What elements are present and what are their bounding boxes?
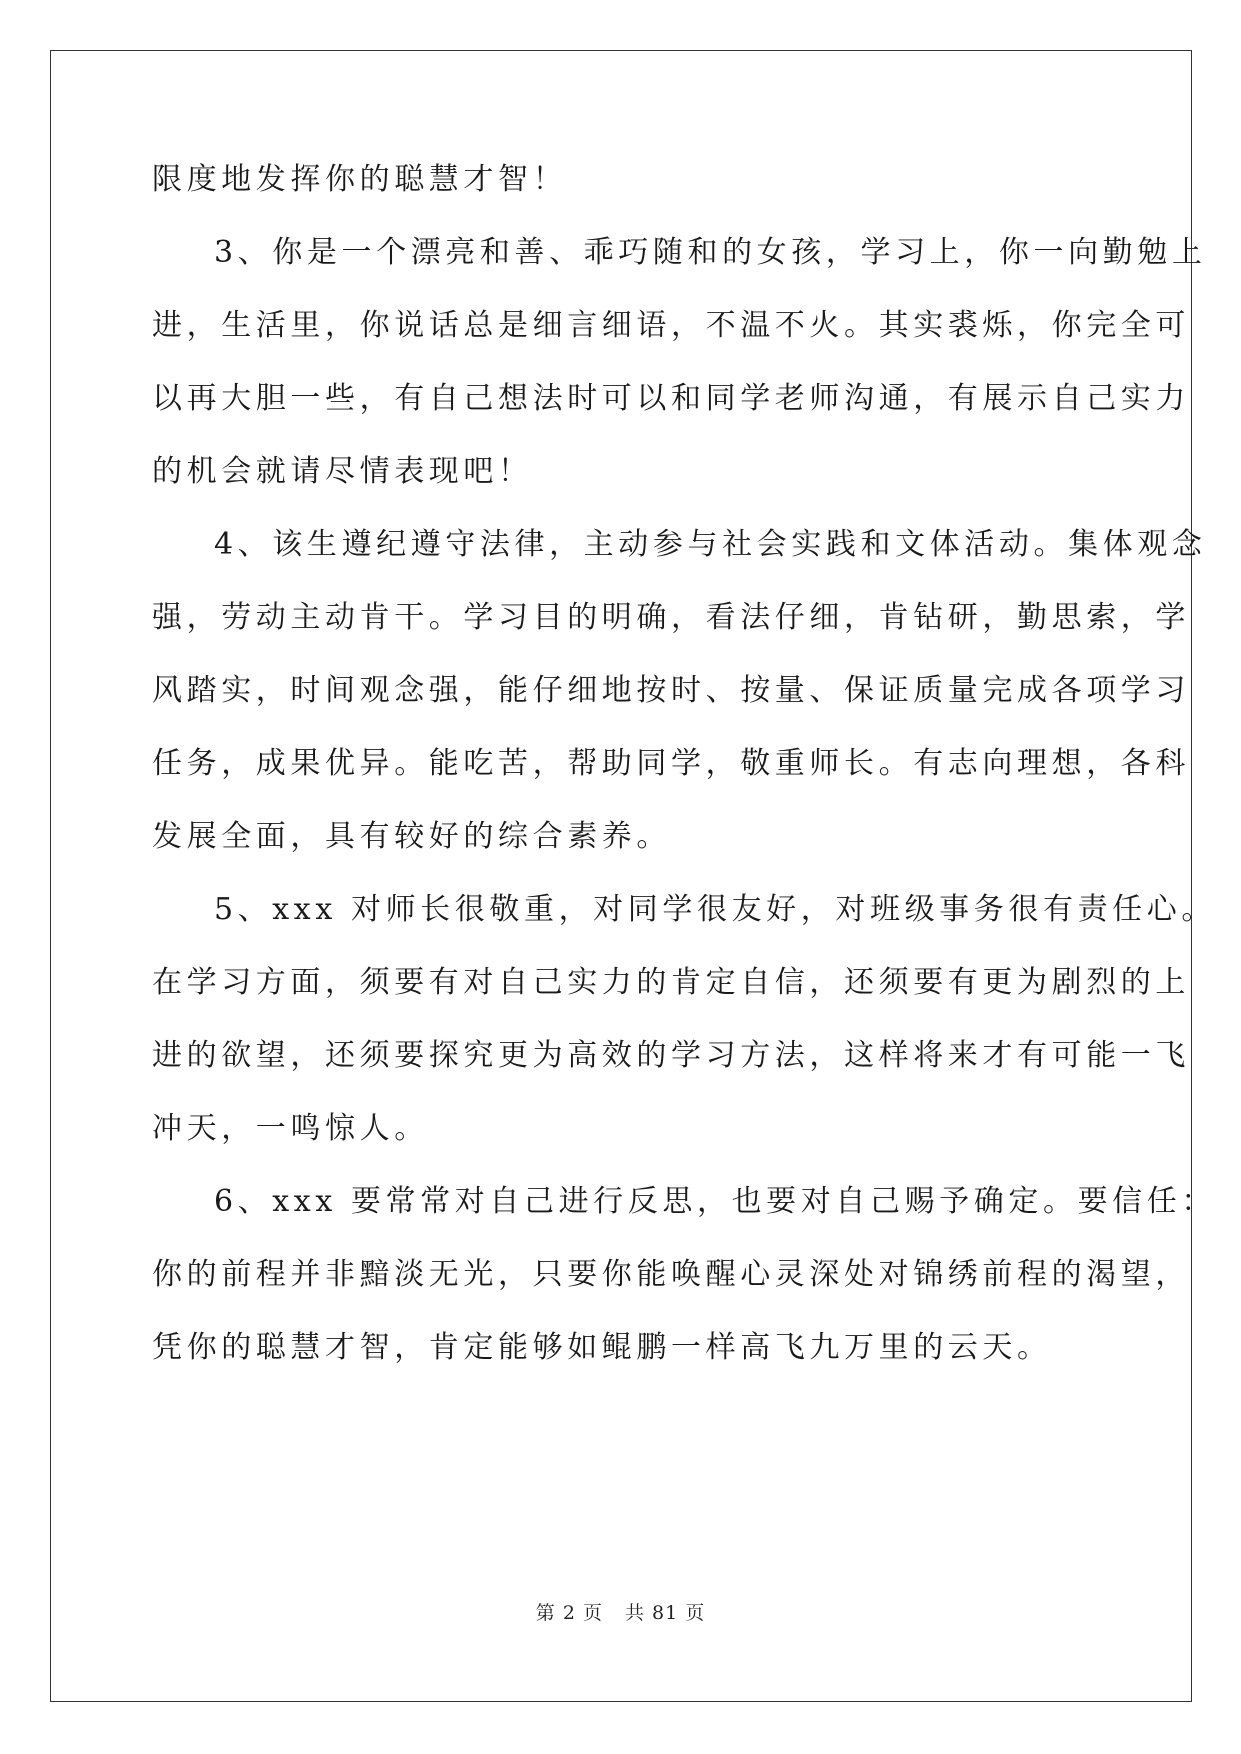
text-line: 你的前程并非黯淡无光，只要你能唤醒心灵深处对锦绣前程的渴望， — [152, 1257, 1190, 1292]
text-line: 进的欲望，还须要探究更为高效的学习方法，这样将来才有可能一飞 — [152, 1038, 1190, 1073]
text-line: 以再大胆一些，有自己想法时可以和同学老师沟通，有展示自己实力 — [152, 381, 1190, 416]
text-line: 的机会就请尽情表现吧！ — [152, 454, 533, 489]
page-number: 第 2 页 — [535, 1602, 603, 1624]
text-line: 强，劳动主动肯干。学习目的明确，看法仔细，肯钻研，勤思索，学 — [152, 600, 1190, 635]
text-line: 风踏实，时间观念强，能仔细地按时、按量、保证质量完成各项学习 — [152, 673, 1190, 708]
text-line: 发展全面，具有较好的综合素养。 — [152, 819, 671, 854]
text-line: 3、你是一个漂亮和善、乖巧随和的女孩，学习上，你一向勤勉上 — [214, 235, 1207, 270]
text-line: 任务，成果优异。能吃苦，帮助同学，敬重师长。有志向理想，各科 — [152, 746, 1190, 781]
page-footer — [0, 1598, 1241, 1625]
text-line: 5、xxx 对师长很敬重，对同学很友好，对班级事务很有责任心。 — [214, 892, 1216, 927]
text-line: 在学习方面，须要有对自己实力的肯定自信，还须要有更为剧烈的上 — [152, 965, 1190, 1000]
page-total: 共 81 页 — [624, 1602, 706, 1624]
text-line: 冲天，一鸣惊人。 — [152, 1111, 429, 1146]
text-line: 6、xxx 要常常对自己进行反思，也要对自己赐予确定。要信任： — [214, 1184, 1216, 1219]
text-line: 凭你的聪慧才智，肯定能够如鲲鹏一样高飞九万里的云天。 — [152, 1330, 1052, 1365]
text-line: 进，生活里，你说话总是细言细语，不温不火。其实裘烁，你完全可 — [152, 308, 1190, 343]
text-line: 限度地发挥你的聪慧才智！ — [152, 162, 568, 197]
page-border — [50, 50, 1192, 1702]
text-line: 4、该生遵纪遵守法律，主动参与社会实践和文体活动。集体观念 — [214, 527, 1207, 562]
